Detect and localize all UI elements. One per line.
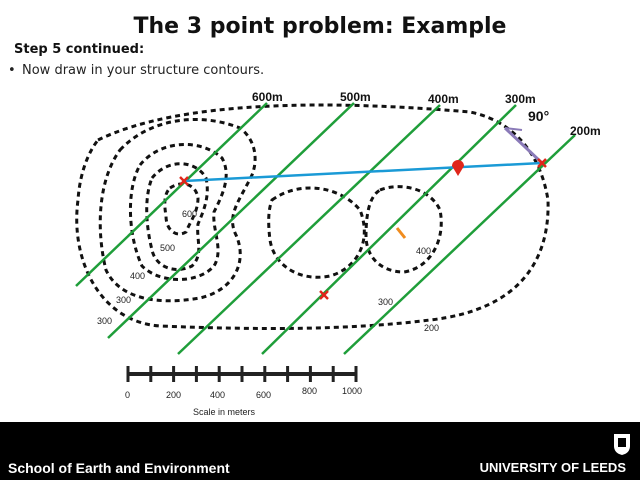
topo-contour-300: [100, 119, 255, 300]
topo-label-600: 600: [182, 209, 198, 219]
structure-label-200m: 200m: [570, 124, 601, 138]
topo-label-300-east: 300: [378, 297, 394, 307]
structure-label-500m: 500m: [340, 90, 371, 104]
topo-label-200: 200: [424, 323, 440, 333]
structure-contour-400m: [178, 105, 440, 354]
perpendicular-line: [505, 128, 542, 163]
structure-label-400m: 400m: [428, 92, 459, 106]
point-markers: [180, 159, 546, 299]
footer-bar: [0, 422, 640, 480]
structure-label-300m: 300m: [505, 92, 536, 106]
bullet-text: Now draw in your structure contours.: [22, 63, 265, 78]
structure-contours: [76, 103, 575, 354]
topo-label-400-east: 400: [416, 246, 432, 256]
bullet-icon: •: [8, 63, 16, 78]
strike-tick-mark: [397, 228, 405, 238]
topo-contour-saddle: [269, 188, 365, 277]
topo-label-500: 500: [160, 243, 176, 253]
scale-tick-label-200: 200: [166, 390, 182, 400]
structure-contour-600m: [76, 103, 267, 286]
scale-tick-label-800: 800: [302, 386, 318, 396]
structure-label-600m: 600m: [252, 90, 283, 104]
structure-contour-300m: [262, 105, 516, 354]
scale-bar: [125, 366, 362, 417]
university-name: UNIVERSITY OF LEEDS: [479, 460, 626, 475]
school-name: School of Earth and Environment: [8, 460, 230, 476]
university-crest-icon: [612, 432, 632, 456]
slide-title: The 3 point problem: Example: [133, 14, 507, 39]
topo-contour-hill-east: [366, 187, 441, 272]
scale-tick-label-1000: 1000: [342, 386, 363, 396]
scale-tick-label-600: 600: [256, 390, 272, 400]
angle-label: 90°: [528, 108, 550, 124]
scale-caption: Scale in meters: [193, 407, 256, 417]
topo-label-300-b: 300: [97, 316, 113, 326]
step-heading: Step 5 continued:: [14, 42, 145, 57]
topo-label-300-a: 300: [116, 295, 132, 305]
intersection-pin: [452, 160, 464, 176]
topo-label-400: 400: [130, 271, 146, 281]
scale-tick-label-0: 0: [125, 390, 131, 400]
scale-tick-label-400: 400: [210, 390, 226, 400]
